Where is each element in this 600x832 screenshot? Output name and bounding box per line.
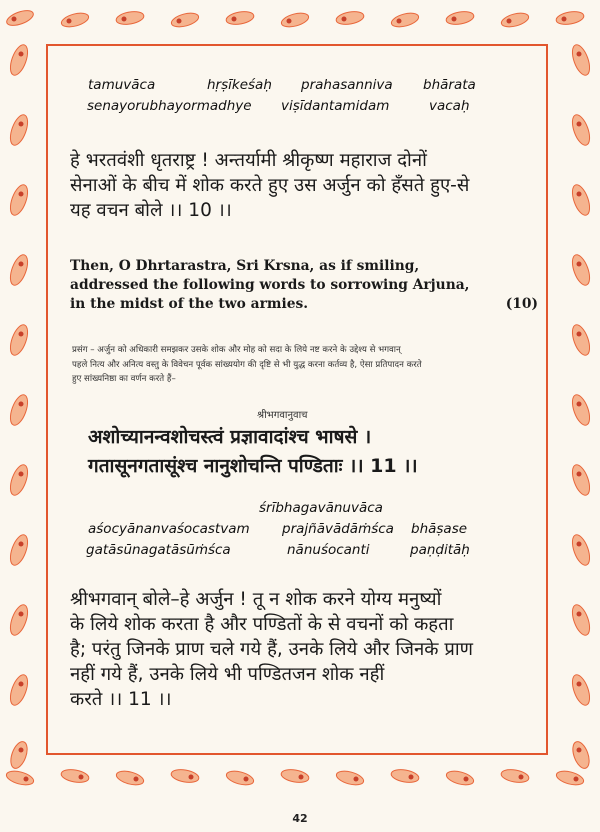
hindi-line: श्रीभगवान् बोले–हे अर्जुन ! तू न शोक करने योग्य मनुष्यों: [70, 589, 442, 610]
prasang-line: हुए सांख्यनिष्ठा का वर्णन करते हैं–: [72, 374, 176, 384]
hindi-line: करते ।। 11 ।।: [70, 689, 172, 710]
translit-word: vacaḥ: [429, 98, 470, 114]
verse11-sanskrit: [88, 423, 528, 481]
translit-word: aśocyānanvaśocastvam: [88, 521, 250, 537]
prasang-line: पहले नित्य और अनित्य वस्तु के विवेचन पूर्वक सांख्ययोग की दृष्टि से भी युद्ध करना कर्तव्य है, ऐसा प्रतिपादन करते: [72, 359, 422, 370]
translit-speaker: śrībhagavānuvāca: [259, 500, 383, 516]
translit-word: hṛṣīkeśaḥ: [207, 77, 272, 93]
translit-word: prajñāvādāṁśca: [282, 521, 394, 537]
translit-word: prahasanniva: [301, 77, 393, 93]
feather-border-right: [562, 30, 600, 770]
english-line: in the midst of the two armies. (10): [70, 296, 538, 312]
translit-word: nānuśocanti: [287, 542, 370, 558]
feather-border-left: [0, 30, 38, 770]
sanskrit-line: गतासूनगतासूंश्च नानुशोचन्ति पण्डिताः ।। 11 ।।: [88, 455, 418, 477]
translit-word: paṇḍitāḥ: [410, 542, 470, 558]
sanskrit-line: अशोच्यानन्वशोचस्त्वं प्रज्ञावादांश्च भाषसे ।: [88, 426, 372, 448]
hindi-line: हे भरतवंशी धृतराष्ट्र ! अन्तर्यामी श्रीकृष्ण महाराज दोनों: [70, 150, 427, 171]
translit-word: tamuvāca: [88, 77, 156, 93]
hindi-line: नहीं गये हैं, उनके लिये भी पण्डितजन शोक नहीं: [70, 664, 385, 685]
hindi-line: सेनाओं के बीच में शोक करते हुए उस अर्जुन को हँसते हुए-से: [70, 175, 470, 196]
translit-word: gatāsūnagatāsūṁśca: [86, 542, 231, 558]
page-number: 42: [292, 812, 308, 825]
speaker-label: श्रीभगवानुवाच: [257, 410, 308, 421]
english-line: addressed the following words to sorrowing Arjuna,: [70, 277, 470, 293]
translit-word: senayorubhayormadhye: [87, 98, 252, 114]
hindi-line: के लिये शोक करता है और पण्डितों के से वचनों को कहता: [70, 614, 454, 635]
prasang-context: [72, 343, 542, 387]
feather-border-top: [0, 0, 600, 40]
verse10-hindi-meaning: [70, 148, 540, 223]
verse10-english-meaning: [70, 257, 538, 314]
translit-word: bhāṣase: [411, 521, 468, 537]
prasang-line: प्रसंग – अर्जुन को अधिकारी समझकर उसके शोक और मोह को सदा के लिये नष्ट करने के उद्देश्य से भगवान्: [72, 345, 401, 355]
translit-word: bhārata: [423, 77, 476, 93]
hindi-line: है; परंतु जिनके प्राण चले गये हैं, उनके लिये और जिनके प्राण: [70, 639, 474, 660]
verse-number: (10): [505, 296, 538, 312]
english-line: Then, O Dhrtarastra, Sri Krsna, as if smiling,: [70, 258, 420, 274]
feather-border-bottom: [0, 758, 600, 798]
hindi-line: यह वचन बोले ।। 10 ।।: [70, 200, 232, 221]
translit-word: viṣīdantamidam: [281, 98, 390, 114]
verse11-hindi-meaning: [70, 587, 540, 712]
